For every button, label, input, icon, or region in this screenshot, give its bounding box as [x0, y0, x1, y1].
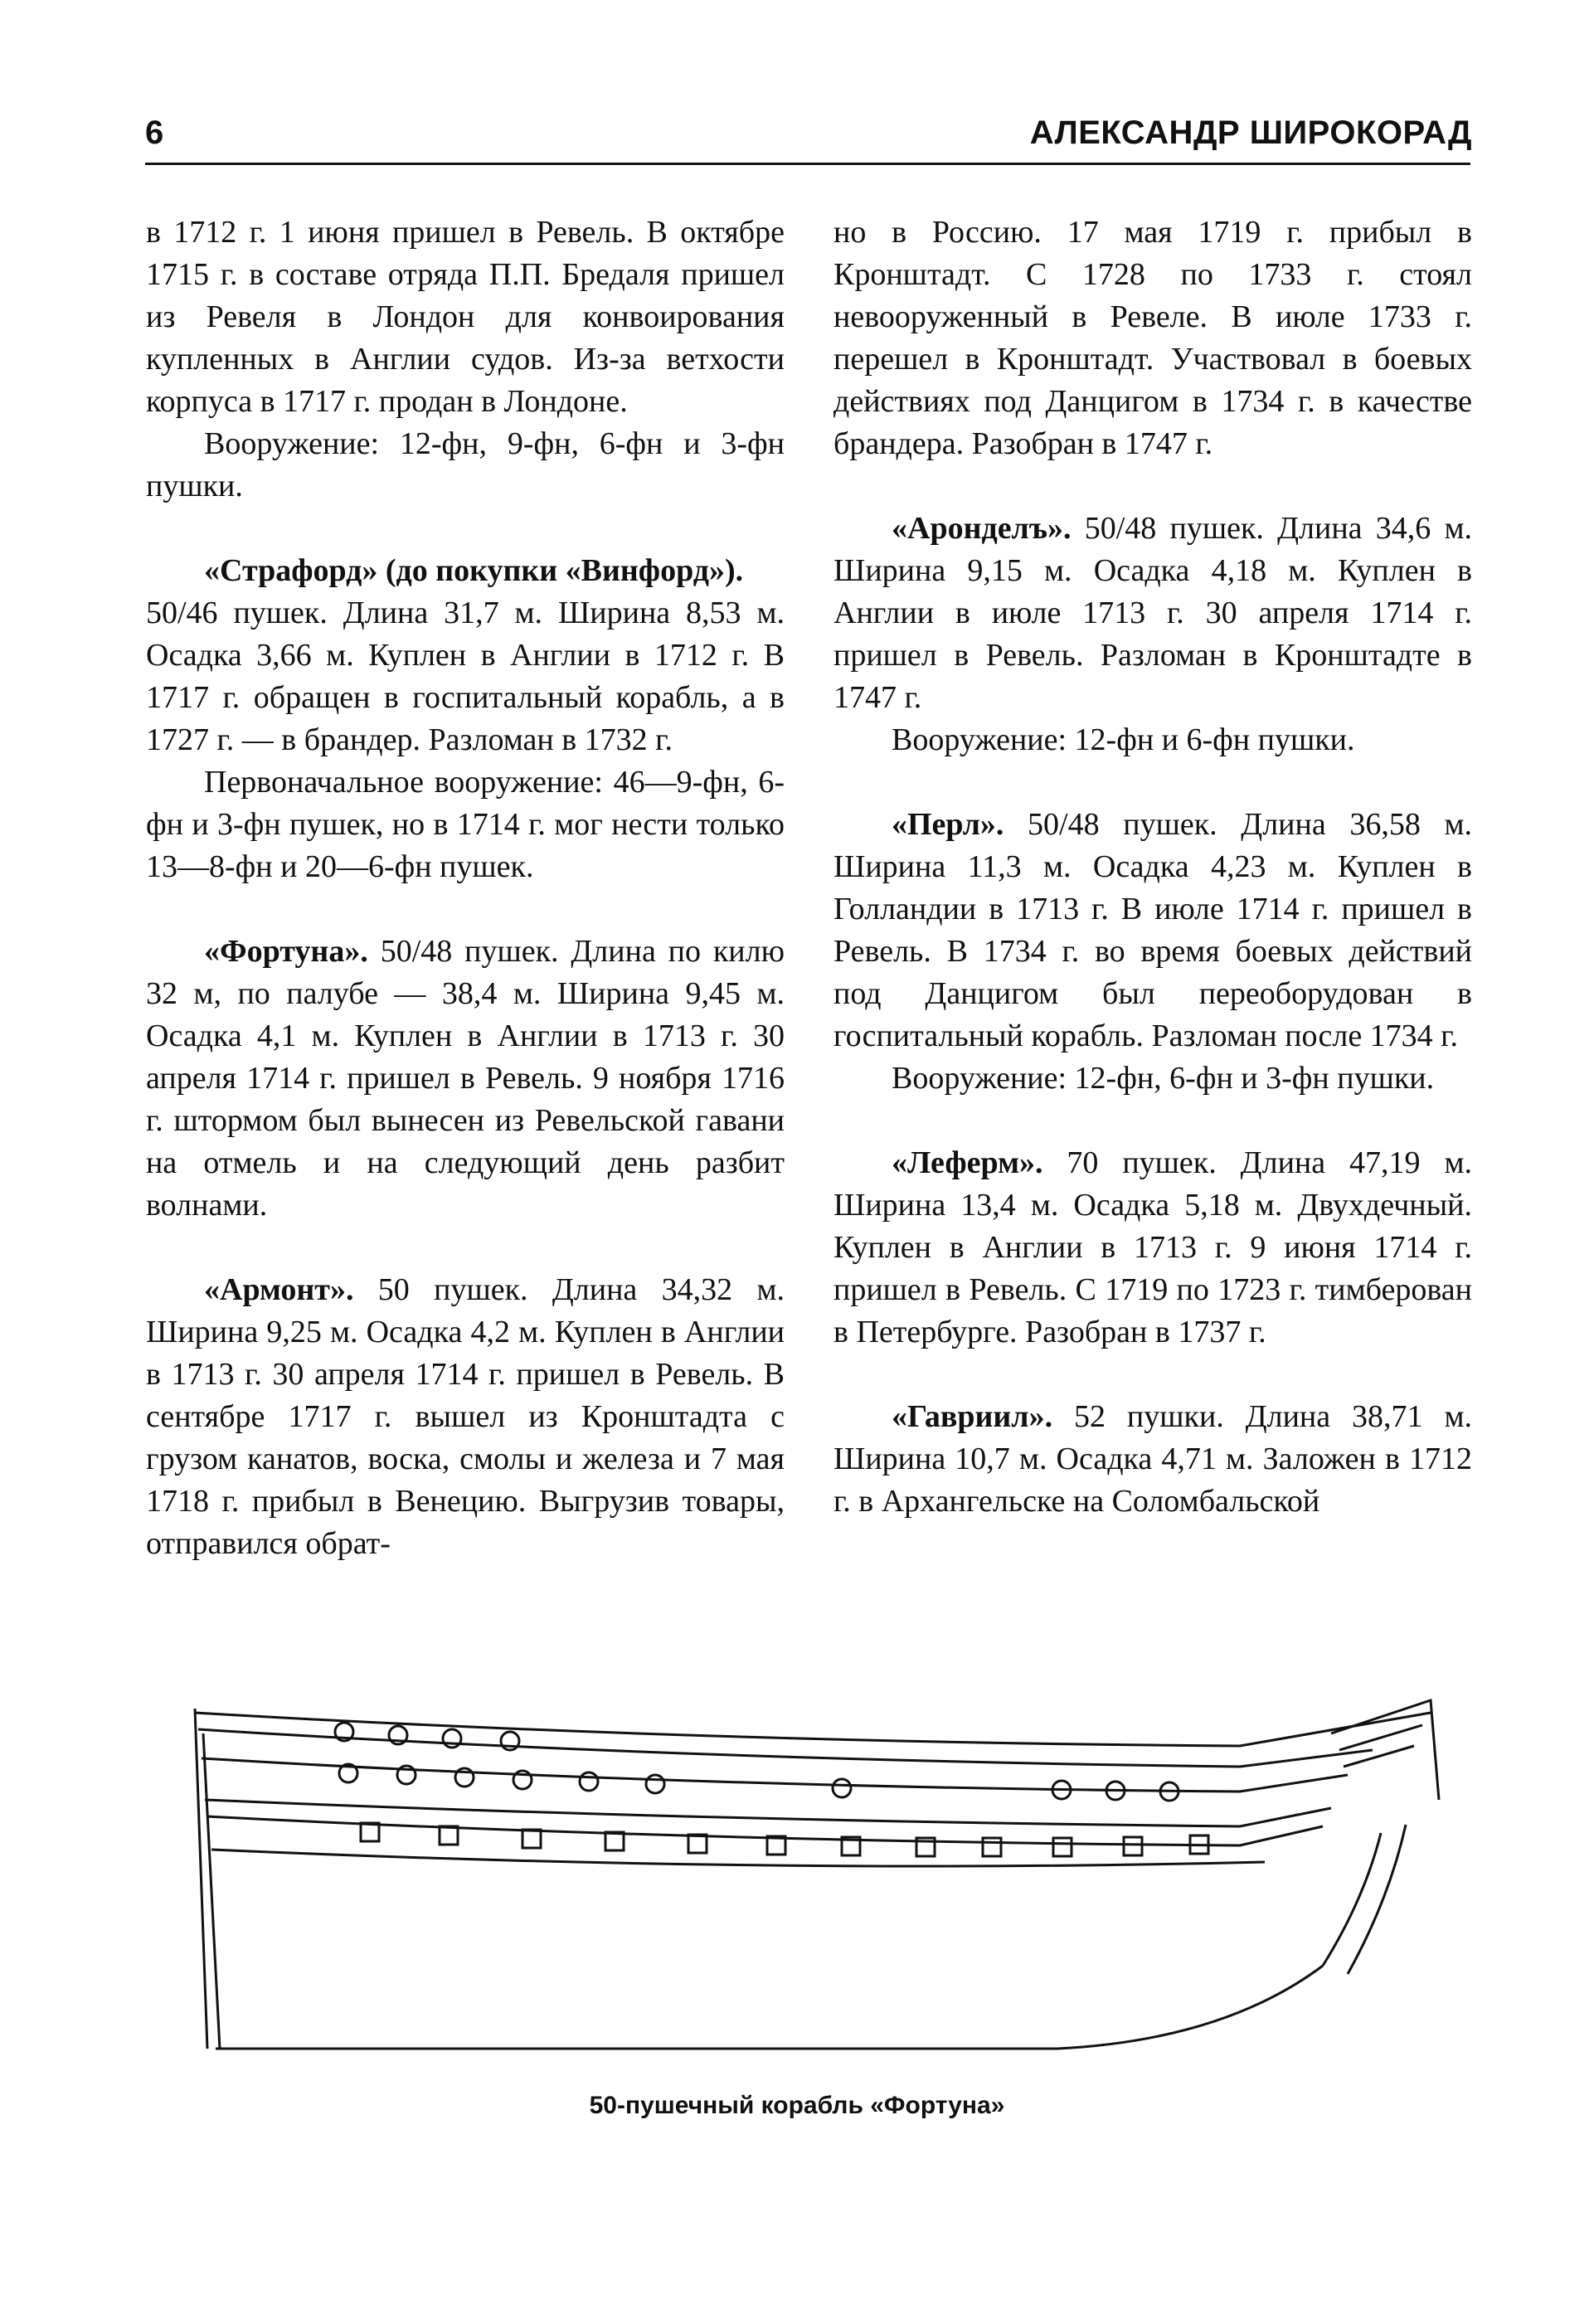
ship-name: «Гавриил». — [892, 1399, 1053, 1434]
ship-name: «Страфорд» (до покупки «Винфорд»). — [204, 553, 744, 588]
right-column — [833, 211, 1472, 1523]
left-column — [146, 211, 785, 1565]
paragraph: Вооружение: 12-фн, 6-фн и 3-фн пушки. — [892, 1061, 1435, 1096]
ship-entry-armont — [146, 1269, 785, 1565]
ship-entry-perl — [833, 804, 1472, 1057]
upper-gunports — [335, 1723, 1178, 1801]
paragraph: но в Россию. 17 мая 1719 г. прибыл в Кронштадт. С 1728 по 1733 г. стоял невооруженный в Ревеле. В июле 1733 г. перешел в Кронштадт. Участвовал в боевых действиях под Данцигом в 1734 г. в качестве брандера. Разобран в 1747 г. — [833, 215, 1472, 461]
paragraph: Вооружение: 12-фн, 9-фн, 6-фн и 3-фн пушки. — [146, 426, 785, 503]
ship-description: 50/48 пушек. Длина по килю 32 м, по палубе — 38,4 м. Ширина 9,45 м. Осадка 4,1 м. Куплен в Англии в 1713 г. 30 апреля 1714 г. пришел в Ревель. 9 ноября 1716 г. штормом был вынесен из Ревельской гавани на отмель и на следующий день разбит волнами. — [146, 934, 785, 1223]
page-number: 6 — [145, 114, 164, 151]
running-head: АЛЕКСАНДР ШИРОКОРАД — [1029, 114, 1472, 151]
ship-name: «Леферм». — [892, 1145, 1043, 1180]
ship-drawing — [187, 1684, 1447, 2074]
paragraph: Первоначальное вооружение: 46—9-фн, 6-фн и 3-фн пушек, но в 1714 г. мог нести только 13—8-фн и 20—6-фн пушек. — [146, 765, 785, 884]
figure-caption: 50-пушечный корабль «Фортуна» — [589, 2092, 1005, 2119]
ship-name: «Перл». — [892, 807, 1004, 842]
ship-description: 50/48 пушек. Длина 36,58 м. Ширина 11,3 м. Осадка 4,23 м. Куплен в Голландии в 1713 г. В июле 1714 г. пришел в Ревель. В 1734 г. во время боевых действий под Данцигом был переоборудован в госпитальный корабль. Разломан после 1734 г. — [833, 807, 1472, 1053]
ship-description: 52 пушки. Длина 38,71 м. Ширина 10,7 м. Осадка 4,71 м. Заложен в 1712 г. в Архангельске на Соломбальской — [833, 1399, 1472, 1519]
paragraph: в 1712 г. 1 июня пришел в Ревель. В октябре 1715 г. в составе отряда П.П. Бредаля пришел из Ревеля в Лондон для конвоирования купленных в Англии судов. Из-за ветхости корпуса в 1717 г. продан в Лондоне. — [146, 215, 785, 419]
ship-name: «Фортуна». — [204, 934, 368, 969]
paragraph: Вооружение: 12-фн и 6-фн пушки. — [892, 722, 1355, 757]
ship-entry-fortuna — [146, 931, 785, 1227]
paragraph: 50/46 пушек. Длина 31,7 м. Ширина 8,53 м. Осадка 3,66 м. Куплен в Англии в 1712 г. В 1717 г. обращен в госпитальный корабль, а в 1727 г. — в брандер. Разломан в 1732 г. — [146, 596, 785, 757]
ship-hull-lines — [195, 1700, 1439, 2049]
ship-name: «Аронделъ». — [892, 511, 1072, 546]
header-rule — [145, 163, 1470, 165]
ship-entry-arondel — [833, 508, 1472, 719]
page-header — [145, 98, 1472, 156]
ship-entry-leferm — [833, 1142, 1472, 1354]
ship-description: 70 пушек. Длина 47,19 м. Ширина 13,4 м. Осадка 5,18 м. Двухдечный. Куплен в Англии в 1713 г. 9 июня 1714 г. пришел в Ревель. С 1719 по 1723 г. тимберован в Петербурге. Разобран в 1737 г. — [833, 1145, 1472, 1349]
ship-heading-strafford — [146, 550, 785, 592]
ship-entry-gavriil — [833, 1396, 1472, 1523]
ship-description: 50 пушек. Длина 34,32 м. Ширина 9,25 м. Осадка 4,2 м. Куплен в Англии в 1713 г. 30 апреля 1714 г. пришел в Ревель. В сентябре 1717 г. вышел из Кронштадта с грузом канатов, воска, смолы и железа и 7 мая 1718 г. прибыл в Венецию. Выгрузив товары, отправился обрат- — [146, 1272, 785, 1561]
ship-name: «Армонт». — [204, 1272, 354, 1307]
ship-description: 50/48 пушек. Длина 34,6 м. Ширина 9,15 м. Осадка 4,18 м. Куплен в Англии в июле 1713 г. 30 апреля 1714 г. пришел в Ревель. Разломан в Кронштадте в 1747 г. — [833, 511, 1472, 715]
